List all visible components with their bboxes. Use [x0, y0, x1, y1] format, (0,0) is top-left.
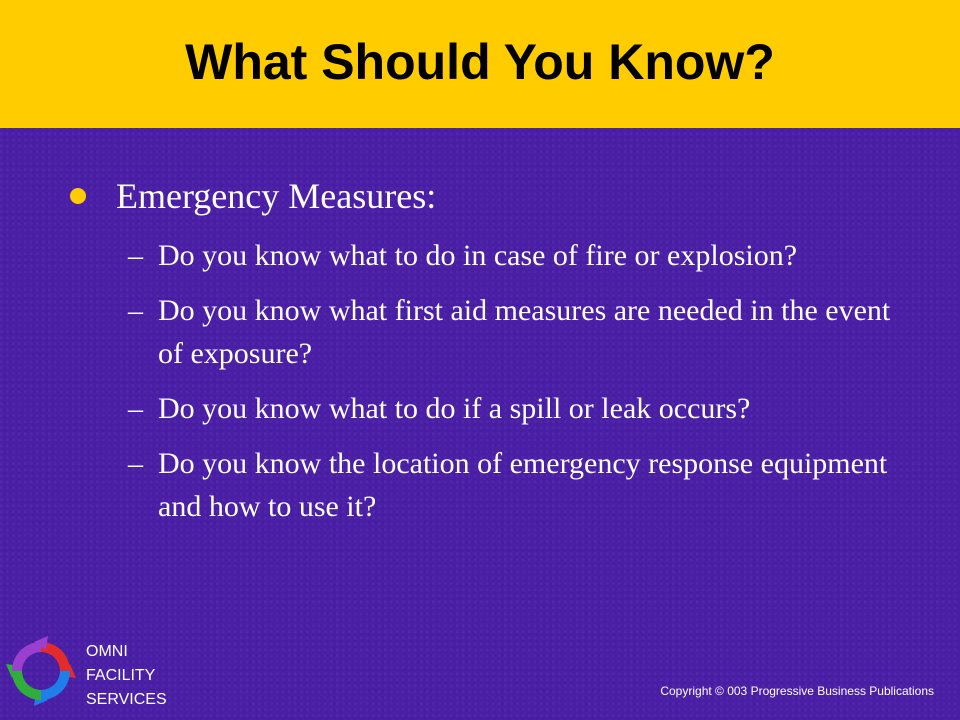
- sub-bullet-item: [70, 387, 918, 430]
- title-bar: [0, 0, 960, 128]
- company-logo-text: [86, 640, 167, 712]
- logo-line: OMNI: [86, 643, 128, 660]
- sub-bullet-item: [70, 442, 918, 528]
- sub-bullet-text: Do you know what first aid measures are needed in the event of exposure?: [158, 294, 891, 370]
- dash-icon: –: [128, 392, 143, 425]
- logo-line: SERVICES: [86, 691, 167, 708]
- dash-icon: –: [128, 447, 143, 480]
- slide-title: What Should You Know?: [185, 34, 775, 90]
- bullet-label: Emergency Measures:: [116, 176, 437, 216]
- copyright-notice: Copyright © 003 Progressive Business Publications: [660, 684, 934, 698]
- sub-bullet-text: Do you know the location of emergency response equipment and how to use it?: [158, 447, 888, 523]
- sub-bullet-list: [70, 234, 930, 528]
- sub-bullet-text: Do you know what to do in case of fire or explosion?: [158, 239, 798, 272]
- circular-arrows-logo-icon: [6, 636, 76, 706]
- slide-content: [70, 170, 930, 540]
- sub-bullet-item: [70, 289, 918, 375]
- logo-line: FACILITY: [86, 667, 156, 684]
- dash-icon: –: [128, 294, 143, 327]
- bullet-main: [70, 170, 930, 226]
- bullet-dot-icon: [70, 188, 86, 204]
- dash-icon: –: [128, 239, 143, 272]
- sub-bullet-item: [70, 234, 918, 277]
- sub-bullet-text: Do you know what to do if a spill or leak occurs?: [158, 392, 751, 425]
